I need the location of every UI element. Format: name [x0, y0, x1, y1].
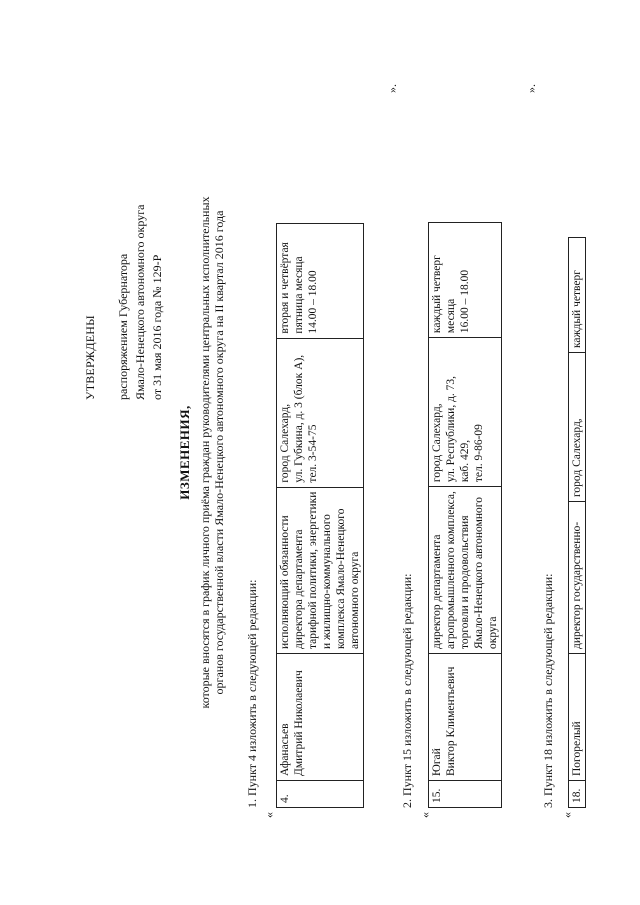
reception-address: город Салехард, — [569, 353, 586, 502]
reception-time: каждый четверг месяца 16.00 – 18.00 — [429, 223, 502, 338]
open-quote: « — [418, 812, 432, 818]
approval-line: распоряжением Губернатора — [116, 253, 130, 400]
document-subtitle — [198, 0, 226, 905]
table-row — [429, 223, 502, 808]
item-heading: 2. Пункт 15 изложить в следующей редакции: — [400, 573, 414, 808]
schedule-table — [428, 222, 502, 808]
row-number: 18. — [569, 781, 586, 808]
approval-title: УТВЕРЖДЕНЫ — [83, 315, 97, 400]
approval-line: Ямало-Ненецкого автономного округа — [133, 204, 147, 400]
reception-address: город Салехард, ул. Губкина, д. 3 (блок А), тел. 3-54-75 — [277, 338, 364, 487]
official-name: Афанасьев Дмитрий Николаевич — [277, 654, 364, 781]
item-heading: 1. Пункт 4 изложить в следующей редакции: — [245, 579, 259, 808]
official-position: директор департамента агропромышленного комплекса, торговли и продовольствия Ямало-Ненецкого автономного округа — [429, 487, 502, 654]
row-number: 15. — [429, 781, 502, 808]
row-number: 4. — [277, 781, 364, 808]
item-heading: 3. Пункт 18 изложить в следующей редакции: — [541, 573, 555, 808]
schedule-table — [276, 223, 364, 808]
close-quote: ». — [385, 84, 399, 93]
open-quote: « — [560, 812, 574, 818]
reception-address: город Салехард, ул. Республики, д. 73, каб. 429, тел. 9-86-09 — [429, 338, 502, 487]
approval-line: от 31 мая 2016 года № 129-Р — [150, 254, 164, 400]
subtitle-line: органов государственной власти Ямало-Ненецкого автономного округа на II квартал 2016 года — [212, 210, 226, 695]
close-quote: ». — [524, 84, 538, 93]
official-position: исполняющий обязанности директора департамента тарифной политики, энергетики и жилищно-коммунального комплекса Ямало-Ненецкого автономного округа — [277, 487, 364, 653]
official-name: Погорелый — [569, 654, 586, 781]
table-row — [569, 238, 586, 808]
official-name: Югай Виктор Климентьевич — [429, 654, 502, 781]
schedule-table — [568, 237, 586, 808]
open-quote: « — [262, 812, 276, 818]
subtitle-line: которые вносятся в график личного приёма граждан руководителями центральных исполнительных — [198, 196, 212, 709]
official-position: директор государственно- — [569, 502, 586, 654]
reception-time: каждый четверг — [569, 238, 586, 353]
approval-block — [82, 205, 166, 400]
table-row — [277, 223, 364, 807]
document-title: ИЗМЕНЕНИЯ, — [177, 405, 192, 500]
reception-time: вторая и четвёртая пятница месяца 14.00 – 18.00 — [277, 223, 364, 338]
